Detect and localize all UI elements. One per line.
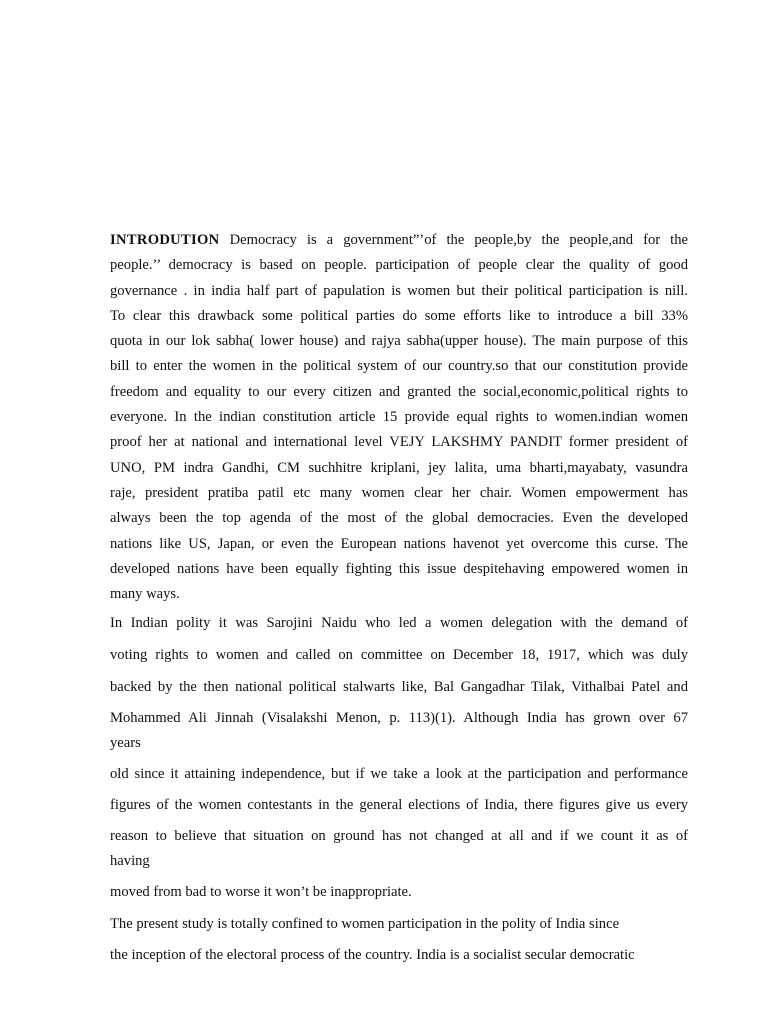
- intro-line-15: many ways.: [110, 586, 180, 603]
- body-line-2: voting rights to women and called on committee on December 18, 1917, which was duly: [110, 647, 688, 663]
- body-line-3: backed by the then national political stalwarts like, Bal Gangadhar Tilak, Vithalbai Patel and: [110, 679, 688, 695]
- intro-line-3: governance . in india half part of papulation is women but their political participation is nill.: [110, 282, 688, 299]
- intro-line-5: quota in our lok sabha( lower house) and rajya sabha(upper house). The main purpose of this: [110, 333, 688, 350]
- introduction-paragraph: [110, 228, 688, 607]
- intro-line-6: bill to enter the women in the political system of our country.so that our constitution provide: [110, 358, 688, 375]
- introduction-heading: INTRODUTION: [110, 232, 220, 248]
- body-line-12: the inception of the electoral process of the country. India is a socialist secular democratic: [110, 947, 635, 963]
- body-line-1: In Indian polity it was Sarojini Naidu who led a women delegation with the demand of: [110, 615, 688, 631]
- body-line-4: Mohammed Ali Jinnah (Visalakshi Menon, p. 113)(1). Although India has grown over 67: [110, 710, 688, 726]
- intro-line-8: everyone. In the indian constitution article 15 provide equal rights to women.indian women: [110, 409, 688, 426]
- intro-line-10: UNO, PM indra Gandhi, CM suchhitre kriplani, jey lalita, uma bharti,mayabaty, vasundra: [110, 459, 688, 476]
- intro-line-13: nations like US, Japan, or even the European nations havenot yet overcome this curse. The: [110, 535, 688, 552]
- body-line-8: reason to believe that situation on ground has not changed at all and if we count it as of: [110, 828, 688, 844]
- intro-line-7: freedom and equality to our every citizen and granted the social,economic,political rights to: [110, 383, 688, 400]
- body-line-9: having: [110, 853, 150, 869]
- intro-line-4: To clear this drawback some political parties do some efforts like to introduce a bill 33%: [110, 307, 688, 324]
- intro-line-11: raje, president pratiba patil etc many women clear her chair. Women empowerment has: [110, 484, 688, 501]
- body-line-10: moved from bad to worse it won’t be inappropriate.: [110, 884, 412, 900]
- intro-line-1-text: Democracy is a government”’of the people,by the people,and for the: [219, 232, 688, 248]
- intro-line-12: always been the top agenda of the most of the global democracies. Even the developed: [110, 510, 688, 527]
- intro-line-14: developed nations have been equally fighting this issue despitehaving empowered women in: [110, 560, 688, 577]
- body-line-11: The present study is totally confined to women participation in the polity of India since: [110, 916, 620, 932]
- body-line-7: figures of the women contestants in the general elections of India, there figures give us every: [110, 797, 688, 813]
- intro-line-1: [110, 228, 688, 253]
- intro-line-9: proof her at national and international level VEJY LAKSHMY PANDIT former president of: [110, 434, 688, 451]
- intro-line-2: people.’’ democracy is based on people. participation of people clear the quality of good: [110, 257, 688, 274]
- body-line-6: old since it attaining independence, but if we take a look at the participation and performance: [110, 766, 688, 782]
- body-line-5: years: [110, 735, 141, 751]
